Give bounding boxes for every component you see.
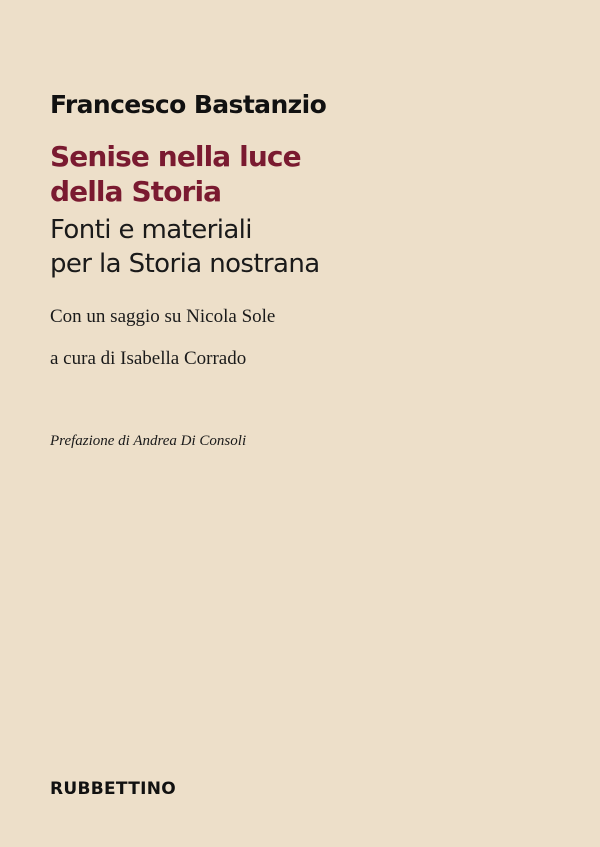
book-title bbox=[50, 139, 301, 209]
publisher-logo: RUBBETTINO bbox=[50, 779, 177, 799]
book-subtitle-line-1: Fonti e materiali bbox=[50, 215, 252, 245]
author-name: Francesco Bastanzio bbox=[50, 90, 327, 119]
book-subtitle-line-2: per la Storia nostrana bbox=[50, 249, 320, 279]
essay-note: Con un saggio su Nicola Sole bbox=[50, 306, 276, 327]
book-subtitle bbox=[50, 213, 320, 281]
curator-note: a cura di Isabella Corrado bbox=[50, 348, 247, 369]
book-title-line-2: della Storia bbox=[50, 175, 222, 208]
book-title-line-1: Senise nella luce bbox=[50, 140, 301, 173]
preface-note: Prefazione di Andrea Di Consoli bbox=[50, 433, 247, 449]
